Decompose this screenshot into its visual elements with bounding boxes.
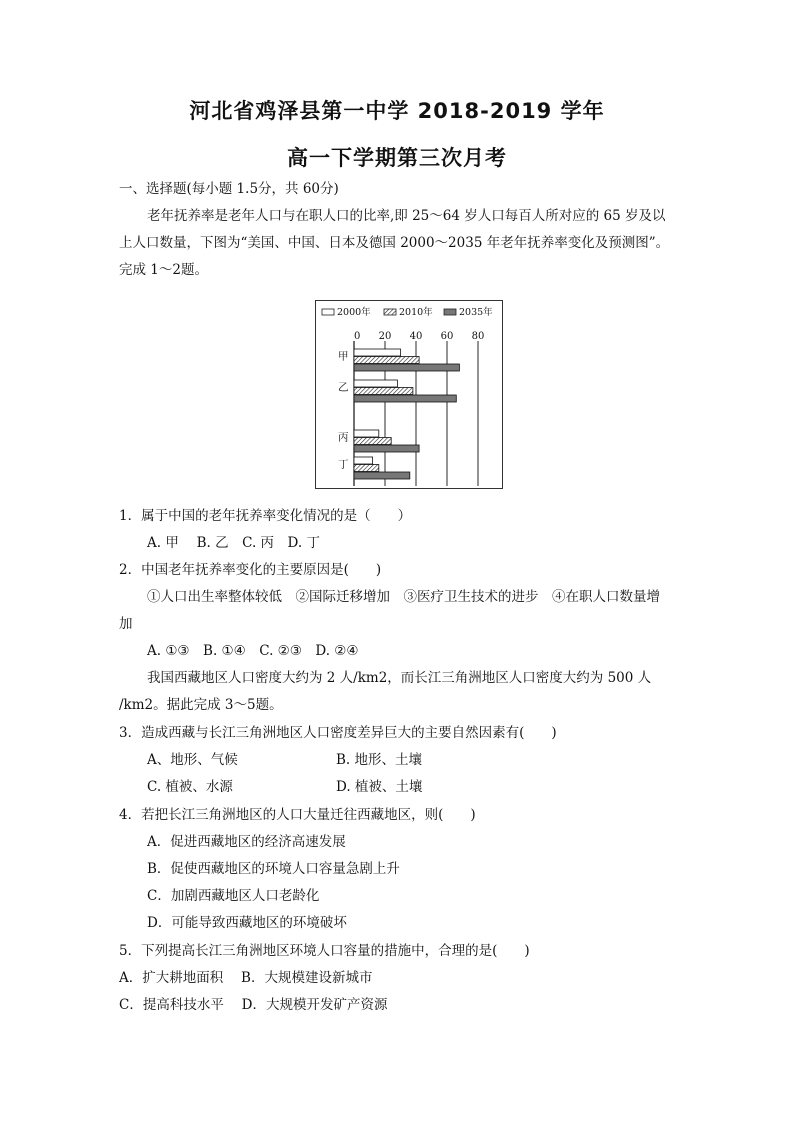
question-2-items-line-2: 加 [119, 616, 133, 632]
legend-swatch-2 [444, 309, 456, 315]
bar-丙-0 [354, 430, 379, 437]
legend-label-0: 2000年 [337, 307, 371, 318]
question-4-stem: 4．若把长江三角洲地区的人口大量迁往西藏地区，则( ) [119, 807, 476, 823]
intro-line-2: 上人口数量，下图为“美国、中国、日本及德国 2000～2035 年老年抚养率变化及预测图”。 [119, 235, 670, 251]
x-tick-label-1: 20 [378, 331, 392, 342]
bar-甲-1 [354, 357, 419, 364]
legend-swatch-1 [384, 309, 396, 315]
question-1-stem: 1．属于中国的老年抚养率变化情况的是（ ） [119, 508, 412, 524]
legend-swatch-0 [322, 309, 334, 315]
bar-甲-2 [354, 364, 459, 371]
question-5-options-line-2: C．提高科技水平 D．大规模开发矿产资源 [119, 997, 388, 1013]
question-3-stem: 3．造成西藏与长江三角洲地区人口密度差异巨大的主要自然因素有( ) [119, 725, 557, 741]
x-tick-label-4: 80 [471, 331, 485, 342]
x-tick-label-2: 40 [409, 331, 423, 342]
question-2-options: A. ①③ B. ①④ C. ②③ D. ②④ [147, 643, 359, 659]
page-title: 河北省鸡泽县第一中学 2018-2019 学年 [189, 99, 605, 123]
passage-2-line-2: /km2。据此完成 3～5题。 [119, 697, 283, 713]
passage-2-line-1: 我国西藏地区人口密度大约为 2 人/km2，而长江三角洲地区人口密度大约为 500 人 [147, 670, 652, 686]
bar-丁-0 [354, 457, 373, 464]
question-2-stem: 2．中国老年抚养率变化的主要原因是( ) [119, 562, 382, 578]
question-4-option-c: C．加剧西藏地区人口老龄化 [147, 888, 320, 904]
bar-乙-1 [354, 388, 413, 395]
category-label-2: 丙 [338, 431, 349, 444]
page-subtitle: 高一下学期第三次月考 [287, 146, 507, 170]
bar-乙-0 [354, 380, 397, 387]
bar-丁-2 [354, 472, 410, 479]
question-4-option-d: D．可能导致西藏地区的环境破坏 [147, 915, 347, 931]
category-label-1: 乙 [338, 381, 349, 394]
question-3-option-b: B. 地形、土壤 [336, 752, 423, 768]
bar-丁-1 [354, 465, 379, 472]
question-5-options-line-1: A．扩大耕地面积 B．大规模建设新城市 [119, 970, 373, 986]
x-tick-label-3: 60 [440, 331, 454, 342]
question-3-option-d: D. 植被、土壤 [336, 779, 423, 795]
question-1-options: A. 甲 B. 乙 C. 丙 D. 丁 [147, 535, 320, 551]
question-3-option-c: C. 植被、水源 [147, 779, 233, 795]
intro-line-1: 老年抚养率是老年人口与在职人口的比率,即 25～64 岁人口每百人所对应的 65 岁及以 [147, 208, 666, 224]
bar-丙-1 [354, 438, 391, 445]
bar-乙-2 [354, 395, 456, 402]
category-label-0: 甲 [338, 350, 349, 363]
dependency-ratio-chart [315, 300, 503, 489]
intro-line-3: 完成 1～2题。 [119, 262, 208, 278]
bar-甲-0 [354, 349, 401, 356]
question-2-items-line-1: ①人口出生率整体较低 ②国际迁移增加 ③医疗卫生技术的进步 ④在职人口数量增 [147, 589, 660, 605]
question-3-option-a: A、地形、气候 [147, 752, 238, 768]
question-4-option-a: A．促进西藏地区的经济高速发展 [147, 834, 346, 850]
question-4-option-b: B．促使西藏地区的环境人口容量急剧上升 [147, 861, 400, 877]
bar-丙-2 [354, 445, 419, 452]
chart-svg [316, 301, 502, 488]
legend-label-1: 2010年 [399, 307, 433, 318]
category-label-3: 丁 [338, 458, 349, 471]
question-5-stem: 5．下列提高长江三角洲地区环境人口容量的措施中，合理的是( ) [119, 943, 530, 959]
section-heading: 一、选择题(每小题 1.5分，共 60分) [119, 181, 339, 197]
legend-label-2: 2035年 [459, 307, 493, 318]
x-tick-label-0: 0 [354, 331, 361, 342]
